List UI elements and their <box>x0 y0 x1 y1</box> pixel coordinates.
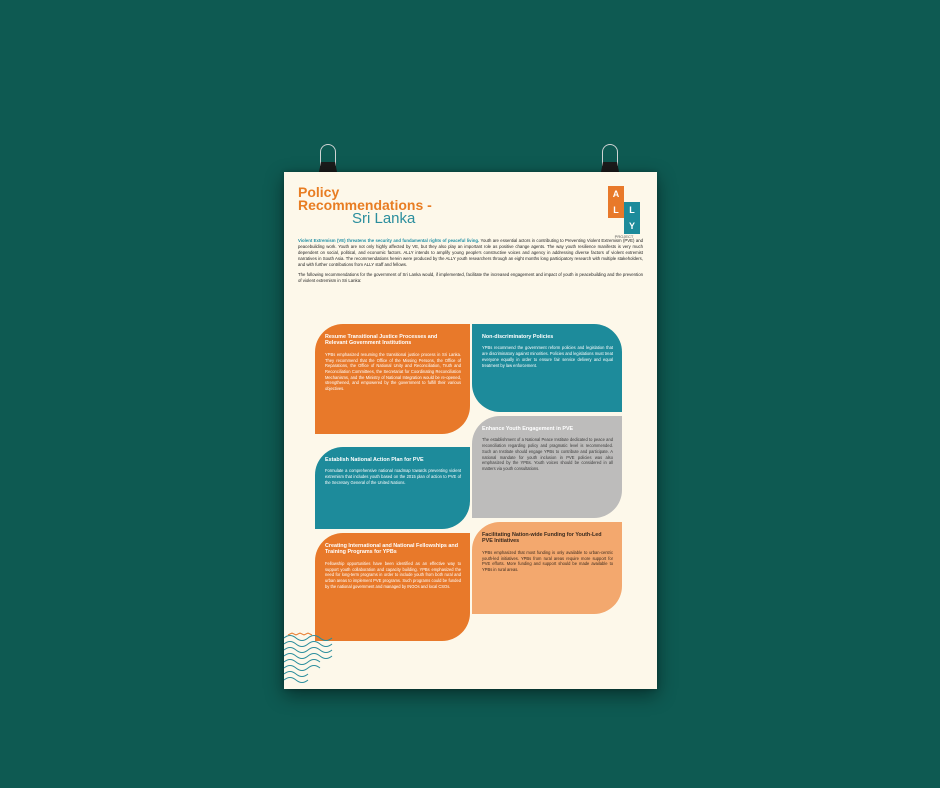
card-title: Enhance Youth Engagement in PVE <box>482 426 574 432</box>
card-non-discriminatory-policies <box>472 324 622 412</box>
intro-body: Youth are essential actors in contributing to Preventing Violent Extremism (PVE) and peacebuilding work. Youth are not only highly affected by VE, but they also play an important role as positive change agents. The way youth resilience manifests is very much dependent on social, political, and economic factors. ALLY intends to amplify young people's constructive voices and agency in addressing diverse factors of violent extremist narratives in South Asia. The recommendations herein were produced by the ALLY youth researchers through an eight months long participatory research with multiple stakeholders, and with further contributions from ALLY staff and fellows. <box>298 238 643 267</box>
card-text: YPBs emphasized that most funding is only available to urban-centric youth-led initiatives. YPBs from rural areas require more support for PVE efforts. More funding and support should be made available to YPBs in rural areas. <box>482 549 613 572</box>
title-line-2: Recommendations - <box>298 197 432 213</box>
card-title: Facilitating Nation-wide Funding for Youth-Led PVE Initiatives <box>482 532 602 545</box>
intro-text <box>298 238 643 288</box>
card-nationwide-funding <box>472 522 622 614</box>
logo-caption: PROJECT <box>614 234 634 239</box>
title-line-3: Sri Lanka <box>352 210 416 227</box>
card-text: YPBs recommend the government reform policies and legislation that are discriminatory against minorities. Policies and legislations must treat everyone equally in order to ensure fair service delivery and equal treatment by law enforcement. <box>482 345 613 368</box>
title-line-1: Policy <box>298 184 340 200</box>
wave-pattern-decoration <box>284 632 344 689</box>
card-title: Resume Transitional Justice Processes and Relevant Government Institutions <box>325 334 438 347</box>
card-title: Creating International and National Fellowships and Training Programs for YPBs <box>325 543 458 556</box>
card-text: Fellowship opportunities have been identified as an effective way to support youth collaboration and capacity building. YPBs emphasized the need for long-term programs in order to include youth from both rural and urban areas to implement PVE programs. Such programs could be funded by the national government and managed by INGOs and local CSOs. <box>325 560 461 589</box>
logo-letter-a: A <box>608 186 624 202</box>
intro-paragraph-2: The following recommendations for the government of Sri Lanka would, if implemented, facilitate the increased engagement and impact of youth in peacebuilding and the prevention of violent extremism in Sri Lanka: <box>298 272 643 283</box>
card-text: Formulate a comprehensive national roadmap towards preventing violent extremism that includes youth based on the 2015 plan of action to PVE of the Secretary General of the United Nations. <box>325 468 461 485</box>
card-text: The establishment of a National Peace Institute dedicated to peace and reconciliation regarding policy and pragmatic level is recommended. Such an Institute should engage YPBs to contribute and participate. A national mandate for youth inclusion in PVE policies was also emphasized by the YPBs. Youth voices should be considered in all matters via youth consultations. <box>482 437 613 471</box>
card-youth-engagement <box>472 416 622 518</box>
intro-paragraph-1 <box>298 238 643 268</box>
logo-letter-l2: L <box>608 202 624 218</box>
card-transitional-justice <box>315 324 470 434</box>
card-text: YPBs emphasized resuming the transitional justice process in Sri Lanka. They recommend that the Office of the Missing Persons, the Office of Reparations, the Office of National Unity and Reconciliation, Truth and Reconciliation Committees, the Secretariat for Coordinating Reconciliation Mechanisms, and the Ministry of National Integration would be re-opened, strengthened, and empowered by the government to fulfill their various objectives. <box>325 351 461 392</box>
card-fellowships-training <box>315 533 470 641</box>
logo-letter-l1: L <box>624 202 640 218</box>
intro-lead: Violent Extremism (VE) threatens the security and fundamental rights of peaceful living. <box>298 238 480 243</box>
card-title: Establish National Action Plan for PVE <box>325 457 424 463</box>
poster <box>284 172 657 689</box>
poster-title <box>298 186 432 225</box>
card-title: Non-discriminatory Policies <box>482 334 554 340</box>
card-national-action-plan <box>315 447 470 529</box>
logo-letter-y: Y <box>624 218 640 234</box>
